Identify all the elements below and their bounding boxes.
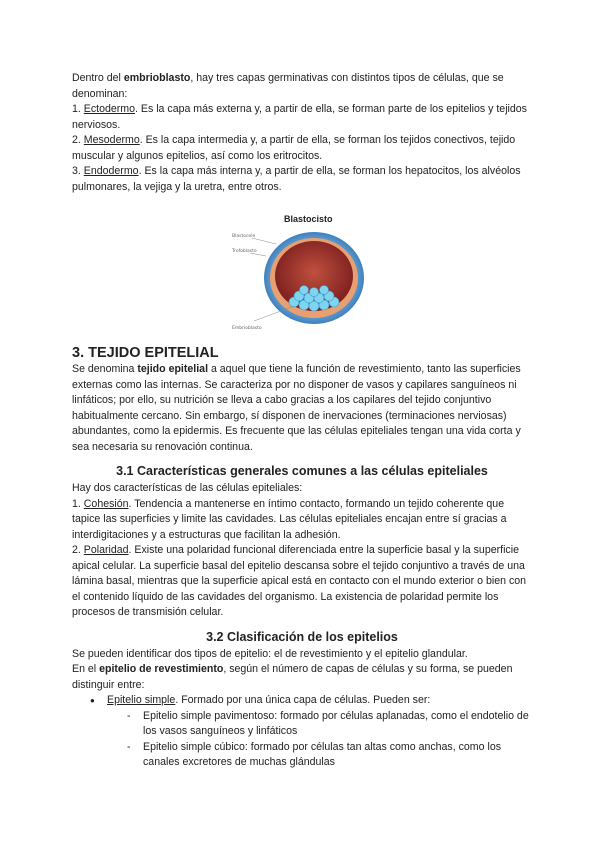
section-3-2-heading: 3.2 Clasificación de los epitelios	[206, 629, 398, 644]
list-item: - Epitelio simple pavimentoso: formado por células aplanadas, como el endotelio de los vasos sanguíneos y linfáticos	[127, 709, 532, 740]
figure-title: Blastocisto	[284, 214, 333, 224]
blastocoel-cavity	[275, 241, 353, 311]
document-page	[72, 71, 532, 771]
label-embrioblasto: Embrioblasto	[232, 326, 262, 331]
simple-epithelium-sublist	[107, 709, 532, 771]
polarity-paragraph: 2. Polaridad. Existe una polaridad funcional diferenciada entre la superficie basal y la superficie apical celular. La superficie basal del epitelio descansa sobre el tejido conjuntivo a través de una lámina basal, mientras que la superficie apical está en contacto con el mundo exterior o bien con el contenido líquido de las cavidades del organismo. La existencia de polaridad permite los procesos de transmisión celular.	[72, 544, 527, 618]
section-3-paragraph: Se denomina tejido epitelial a aquel que tiene la función de revestimiento, tanto las superficies externas como las internas. Se caracteriza por no disponer de vasos y capilares sanguíneos ni linfáticos; por ello, su nutrición se lleva a cabo gracias a los capilares del tejido conjuntivo habitualmente cercano. Sin embargo, sí disponen de inervaciones (terminaciones nerviosas) abundantes, como la epidermis. Es frecuente que las células epiteliales tengan una vida corta y sea necesaria su renovación continua.	[72, 363, 521, 453]
section-3-1-intro: Hay dos características de las células epiteliales:	[72, 482, 303, 494]
blastocyst-figure	[72, 214, 532, 336]
layer-ectodermo: 1. Ectodermo. Es la capa más externa y, a partir de ella, se forman parte de los epitelios y tejidos nerviosos.	[72, 103, 527, 131]
label-blastocele: Blastocele	[232, 234, 256, 239]
list-item: - Epitelio simple cúbico: formado por células tan altas como anchas, como los canales excretores de muchas glándulas	[127, 740, 532, 771]
intro-paragraph: Dentro del embrioblasto, hay tres capas germinativas con distintos tipos de células, que se denominan:	[72, 72, 504, 100]
list-item: ● Epitelio simple. Formado por una única capa de células. Pueden ser: - Epitelio simple pavimentoso: formado por células aplanadas, como el endotelio de los vasos sanguíneos y linfáticos - Epitelio simple cúbico: formado por células tan altas como anchas, como los canales excretores de muchas glándulas	[90, 693, 532, 771]
section-3-2-line2: En el epitelio de revestimiento, según el número de capas de células y su forma, se pueden distinguir entre:	[72, 663, 513, 691]
epithelium-type-list	[72, 693, 532, 771]
layer-endodermo: 3. Endodermo. Es la capa más interna y, a partir de ella, se forman los hepatocitos, los alvéolos pulmonares, la vejiga y la uretra, entre otros.	[72, 165, 521, 193]
cohesion-paragraph: 1. Cohesión. Tendencia a mantenerse en íntimo contacto, formando un tejido coherente que tapice las superficies y limite las cavidades. Las células epiteliales encajan entre sí gracias a interdigitaciones y a estructuras que facilitan la adhesión.	[72, 497, 507, 541]
label-trofoblasto: Trofoblasto	[232, 249, 257, 254]
section-3-1-heading: 3.1 Características generales comunes a las células epiteliales	[116, 464, 488, 478]
section-3-2-line1: Se pueden identificar dos tipos de epitelio: el de revestimiento y el epitelio glandular.	[72, 647, 468, 660]
section-3-heading: 3. TEJIDO EPITELIAL	[72, 345, 219, 361]
layer-mesodermo: 2. Mesodermo. Es la capa intermedia y, a partir de ella, se forman los tejidos conectivos, tejido muscular y algunos epitelios, así como los eritrocitos.	[72, 134, 516, 162]
blastocyst-illustration	[232, 226, 382, 336]
